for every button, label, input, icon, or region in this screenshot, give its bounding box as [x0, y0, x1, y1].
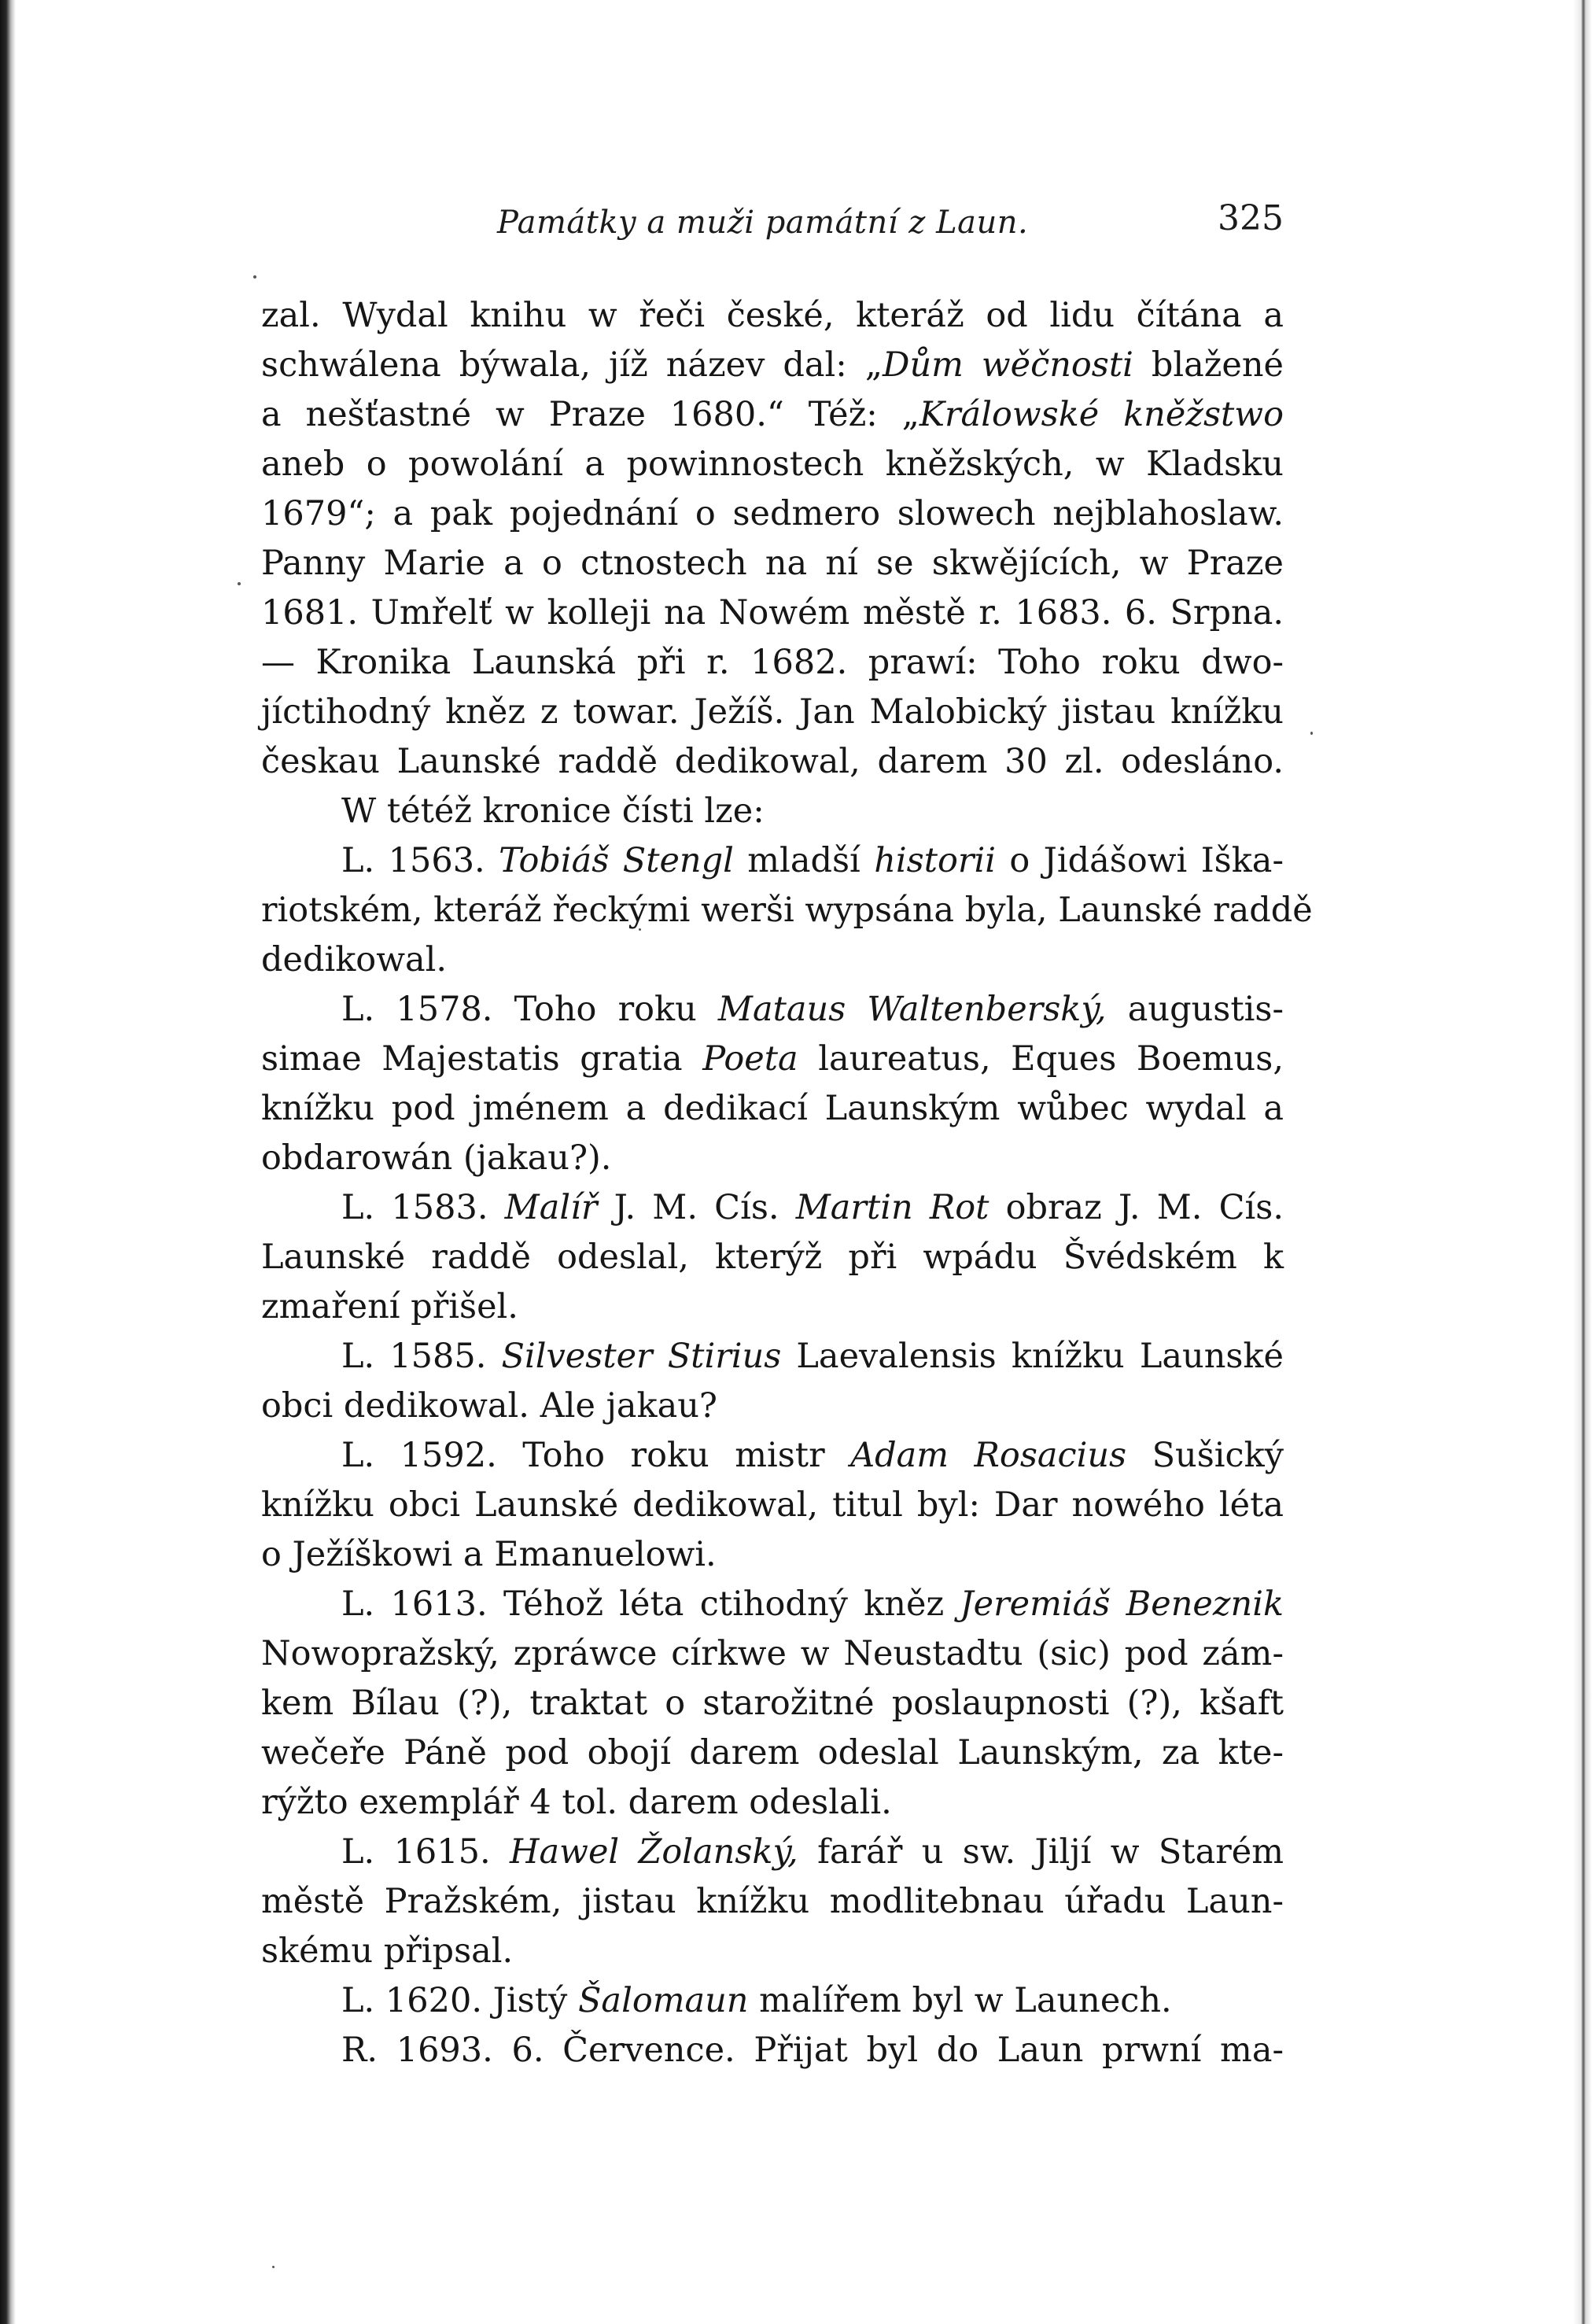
text-line: W tétéž kronice čísti lze:	[341, 791, 765, 831]
italic-name: Mataus Waltenberský,	[717, 990, 1107, 1029]
text-line: L. 1613. Téhož léta ctihodný kněz Jeremiáš Beneznik	[341, 1584, 1284, 1624]
book-page	[261, 192, 1313, 2075]
text-line: jíctihodný kněz z towar. Ježíš. Jan Malobický jistau knížku	[261, 692, 1284, 732]
text-line: L. 1620. Jistý Šalomaun malířem byl w Launech.	[341, 1981, 1172, 2020]
italic-name: Hawel Žolanský,	[510, 1832, 798, 1872]
text-line: L. 1563. Tobiáš Stengl mladší historii o Jidášowi Iška-	[341, 841, 1284, 880]
running-title: Památky a muži památní z Laun.	[497, 205, 1029, 241]
text-line: knížku pod jménem a dedikací Launským wůbec wydal a	[261, 1089, 1284, 1128]
text-line: L. 1615. Hawel Žolanský, farář u sw. Jiljí w Starém	[341, 1832, 1284, 1872]
text-line: Panny Marie a o ctnostech na ní se skwějících, w Praze	[261, 544, 1284, 583]
italic-name: Dům wěčnosti	[882, 345, 1133, 385]
text-line: 1681. Umřelť w kolleji na Nowém městě r. 1683. 6. Srpna.	[261, 593, 1284, 633]
text-line: Nowopražský, zpráwce církwe w Neustadtu (sic) pod zám-	[261, 1634, 1284, 1673]
scan-speck	[253, 275, 256, 279]
italic-name: Jeremiáš Beneznik	[960, 1584, 1284, 1624]
text-line: R. 1693. 6. Července. Přijat byl do Laun prwní ma-	[341, 2031, 1284, 2070]
body-text	[261, 291, 1313, 2075]
text-line: obdarowán (jakau?).	[261, 1138, 612, 1178]
text-line: simae Majestatis gratia Poeta laureatus, Eques Boemus,	[261, 1039, 1284, 1079]
text-line: obci dedikowal. Ale jakau?	[261, 1386, 717, 1426]
italic-name: Martin Rot	[795, 1188, 989, 1227]
text-line: L. 1578. Toho roku Mataus Waltenberský, augustis-	[341, 990, 1284, 1029]
italic-name: Poeta	[702, 1039, 798, 1079]
text-line: a nešťastné w Praze 1680.“ Též: „Králowské kněžstwo	[261, 395, 1284, 434]
text-line: L. 1592. Toho roku mistr Adam Rosacius Sušický	[341, 1436, 1284, 1475]
text-line: zmaření přišel.	[261, 1287, 518, 1326]
italic-name: Tobiáš Stengl	[499, 841, 734, 880]
scan-speck	[1310, 732, 1313, 735]
text-line: dedikowal.	[261, 940, 448, 979]
text-line: skému připsal.	[261, 1931, 514, 1971]
text-line: 1679“; a pak pojednání o sedmero slowech nejblahoslaw.	[261, 494, 1284, 533]
text-line: L. 1585. Silvester Stirius Laevalensis knížku Launské	[341, 1337, 1284, 1376]
text-line: aneb o powolání a powinnostech kněžských, w Kladsku	[261, 445, 1284, 484]
text-line: o Ježíškowi a Emanuelowi.	[261, 1535, 717, 1574]
scan-speck	[238, 582, 241, 585]
text-line: — Kronika Launská při r. 1682. prawí: Toho roku dwo-	[261, 643, 1284, 682]
italic-name: Silvester Stirius	[501, 1337, 782, 1376]
italic-name: Malíř	[504, 1188, 598, 1227]
text-line: schwálena býwala, jíž název dal: „Dům wěčnosti blažené	[261, 345, 1284, 385]
text-line: zal. Wydal knihu w řeči české, kteráž od lidu čítána a	[261, 296, 1284, 335]
text-line: českau Launské raddě dedikowal, darem 30 zl. odesláno.	[261, 742, 1284, 781]
text-line: riotském, kteráž řeckými werši wypsána byla, Launské raddě	[261, 891, 1313, 930]
text-line: rýžto exemplář 4 tol. darem odeslali.	[261, 1783, 892, 1822]
text-line: kem Bílau (?), traktat o starožitné poslaupnosti (?), kšaft	[261, 1684, 1284, 1723]
scan-speck	[272, 2266, 275, 2268]
text-line: knížku obci Launské dedikowal, titul byl: Dar nowého léta	[261, 1485, 1284, 1525]
text-line: Launské raddě odeslal, kterýž při wpádu Švédském k	[261, 1238, 1284, 1277]
page-header	[261, 192, 1284, 250]
scan-left-edge	[0, 0, 16, 2324]
italic-name: Králowské kněžstwo	[919, 395, 1284, 434]
text-line: městě Pražském, jistau knížku modlitebnau úřadu Laun-	[261, 1882, 1284, 1921]
text-line: L. 1583. Malíř J. M. Cís. Martin Rot obraz J. M. Cís.	[341, 1188, 1284, 1227]
page-number: 325	[1218, 198, 1284, 238]
text-line: wečeře Páně pod obojí darem odeslal Launským, za kte-	[261, 1733, 1284, 1773]
scan-right-edge	[1573, 0, 1592, 2324]
italic-name: historii	[874, 841, 996, 880]
italic-name: Adam Rosacius	[850, 1436, 1127, 1475]
italic-name: Šalomaun	[577, 1981, 749, 2020]
